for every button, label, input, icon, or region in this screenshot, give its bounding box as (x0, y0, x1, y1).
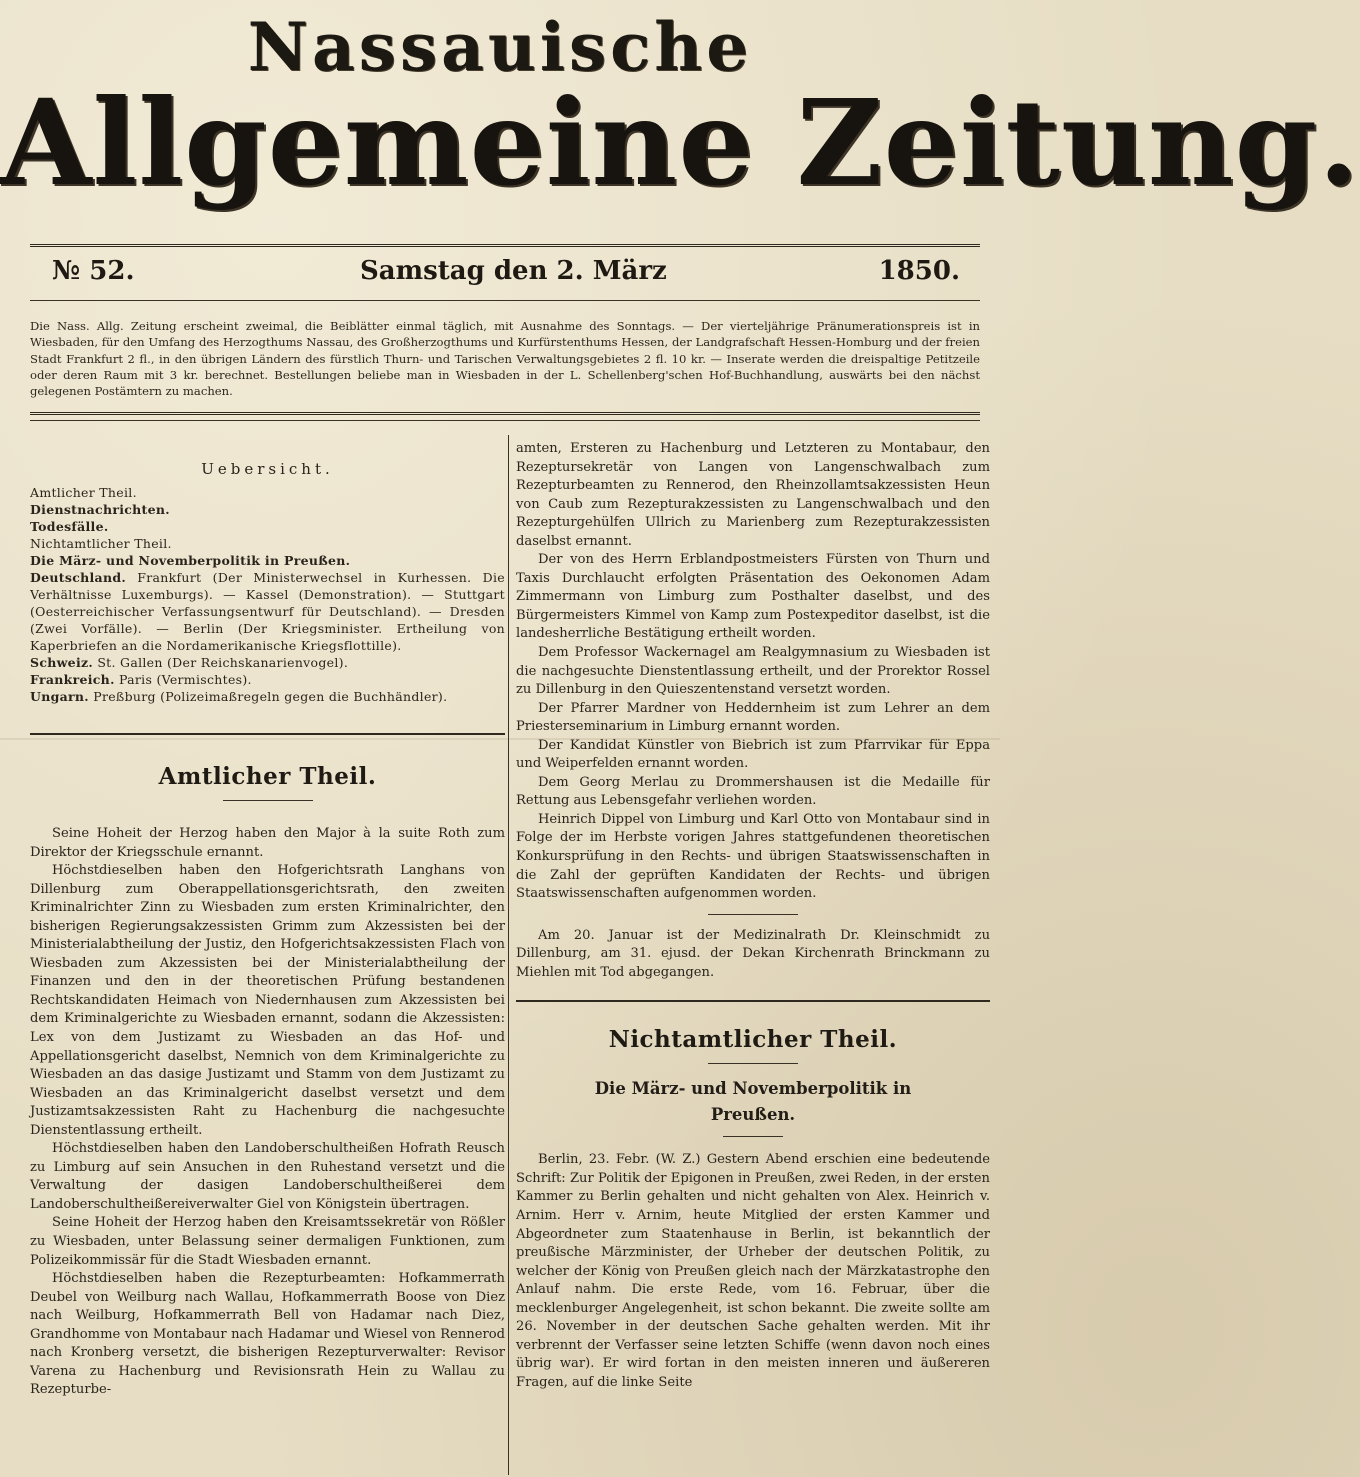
official-paragraph: Seine Hoheit der Herzog haben den Kreisamtssekretär von Rößler zu Wiesbaden, unter Belassung seiner dermaligen Funktionen, zum Polizeikommissär für die Stadt Wiesbaden ernannt. (30, 1215, 505, 1268)
official-paragraph: Seine Hoheit der Herzog haben den Major à la suite Roth zum Direktor der Kriegsschule ernannt. (30, 826, 505, 860)
overview-item: Frankreich. Paris (Vermischtes). (30, 672, 252, 687)
issue-date: Samstag den 2. März (360, 256, 667, 286)
official-continuation: Dem Georg Merlau zu Drommershausen ist die Medaille für Rettung aus Lebensgefahr verliehen worden. (516, 774, 990, 809)
overview-item: Amtlicher Theil. (30, 485, 137, 500)
dateline-rule (30, 300, 980, 301)
official-continuation: Der Pfarrer Mardner von Heddernheim ist zum Lehrer an dem Priesterseminarium in Limburg ernannt worden. (516, 700, 990, 735)
official-continuation: amten, Ersteren zu Hachenburg und Letzteren zu Montabaur, den Rezeptursekretär von Langen von Langenschwalbach zum Rezepturbeamten zu Rennerod, den Rheinzollamtsakzessisten Heun von Caub zum Rezepturakzessisten zu Langenschwalbach und den Rezepturgehülfen Ullrich zu Marienberg zum Rezepturakzessisten daselbst ernannt. (516, 441, 990, 549)
issue-year: 1850. (878, 256, 960, 286)
article-title: Die März- und Novemberpolitik in Preußen. (594, 1079, 912, 1125)
official-continuation: Der von des Herrn Erblandpostmeisters Fürsten von Thurn und Taxis Durchlaucht erfolgten Präsentation des Oekonomen Adam Zimmermann von Limburg zum Posthalter daselbst, und des Bürgermeisters Kimmel von Kamp zum Postexpeditor daselbst, ist die landesherrliche Bestätigung ertheilt worden. (516, 552, 990, 642)
left-column (30, 440, 505, 1400)
paper-fold (0, 738, 1000, 740)
subscription-notice: Die Nass. Allg. Zeitung erscheint zweimal, die Beiblätter einmal täglich, mit Ausnahme des Sonntags. — Der vierteljährige Pränumerationspreis ist in Wiesbaden, für den Umfang des Herzogthums Nassau, des Großherzogthums und Kurfürstenthums Hessen, der Landgrafschaft Hessen-Homburg und der freien Stadt Frankfurt 2 fl., in den übrigen Ländern des fürstlich Thurn- und Tarischen Verwaltungsgebietes 2 fl. 10 kr. — Inserate werden die dreispaltige Petitzeile oder deren Raum mit 3 kr. berechnet. Bestellungen beliebe man in Wiesbaden in der L. Schellenberg'schen Hof-Buchhandlung, auswärts bei den nächst gelegenen Postämtern zu machen. (30, 319, 980, 399)
death-notices: Am 20. Januar ist der Medizinalrath Dr. Kleinschmidt zu Dillenburg, am 31. ejusd. der Dekan Kirchenrath Brinckmann zu Miehlen mit Tod abgegangen. (516, 927, 990, 980)
notice-rule-thin (30, 420, 980, 421)
masthead (0, 0, 1360, 240)
official-continuation: Dem Professor Wackernagel am Realgymnasium zu Wiesbaden ist die nachgesuchte Dienstentlassung ertheilt, und der Prorektor Rossel zu Dillenburg in den Quieszentenstand versetzt worden. (516, 645, 990, 698)
masthead-title-line1: Nassauische (247, 8, 753, 86)
death-notice-rule (708, 914, 798, 915)
official-paragraph: Höchstdieselben haben den Hofgerichtsrath Langhans von Dillenburg zum Oberappellationsgerichtsrath, den zweiten Kriminalrichter Zinn zu Wiesbaden zum ersten Kriminalrichter, den bisherigen Regierungsakzessisten Grimm zum Akzessisten bei der Ministerialabtheilung der Justiz, den Hofgerichtsakzessisten Flach von Wiesbaden zum Akzessisten bei der Ministerialabtheilung der Finanzen und den in der theoretischen Prüfung bestandenen Rechtskandidaten Heimach von Niedernhausen zum Akzessisten bei dem Kriminalgerichte zu Wiesbaden ernannt, sodann die Akzessisten: Lex von dem Justizamt zu Wiesbaden an das Hof- und Appellationsgericht daselbst, Nemnich von dem Kriminalgerichte zu Wiesbaden an das dasige Justizamt und Stamm von dem Justizamt zu Wiesbaden an das Kriminalgericht daselbst versetzt und dem Justizamtsakzessisten Raht zu Hachenburg die nachgesuchte Dienstentlassung ertheilt. (30, 863, 505, 1138)
title-underline (223, 800, 313, 801)
masthead-title-line2: Allgemeine Zeitung. (0, 73, 1360, 212)
title-underline (708, 1063, 798, 1064)
overview-item: Todesfälle. (30, 519, 109, 534)
overview-item: Nichtamtlicher Theil. (30, 536, 172, 551)
official-section-title: Amtlicher Theil. (158, 763, 377, 790)
notice-rule (30, 412, 980, 415)
nonofficial-section-title: Nichtamtlicher Theil. (608, 1026, 898, 1054)
overview-item: Schweiz. St. Gallen (Der Reichskanarienvogel). (30, 655, 349, 670)
overview-item: Dienstnachrichten. (30, 502, 170, 517)
article-body: Berlin, 23. Febr. (W. Z.) Gestern Abend erschien eine bedeutende Schrift: Zur Politik der Epigonen in Preußen, zwei Reden, in der ersten Kammer zu Berlin gehalten und nicht gehalten von Alex. Heinrich v. Arnim. Herr v. Arnim, heute Mitglied der ersten Kammer und Abgeordneter zum Staatenhause in Berlin, ist bekanntlich der preußische Märzminister, der Urheber der deutschen Politik, zu welcher der König von Preußen gleich nach der Märzkatastrophe den Anlauf nahm. Die erste Rede, vom 16. Februar, über die mecklenburger Angelegenheit, ist schon bekannt. Die zweite sollte am 26. November in der deutschen Sache gehalten werden. Mit ihr verbrennt der Verfasser seine letzten Schiffe (wenn davon noch eines übrig war). Er wird fortan in den meisten inneren und äußereren Fragen, auf die linke Seite (516, 1152, 990, 1390)
official-continuation: Heinrich Dippel von Limburg und Karl Otto von Montabaur sind in Folge der im Herbste vorigen Jahres stattgefundenen theoretischen Konkursprüfung in den Rechts- und übrigen Staatswissenschaften in die Zahl der geprüften Kandidaten der Rechts- und übrigen Staatswissenschaften aufgenommen worden. (516, 811, 990, 902)
article-title-underline (723, 1136, 783, 1137)
overview-list (30, 484, 505, 705)
issue-number: № 52. (52, 256, 135, 286)
column-divider (508, 435, 509, 1475)
masthead-rule (30, 244, 980, 247)
overview-item: Deutschland. Frankfurt (Der Ministerwechsel in Kurhessen. Die Verhältnisse Luxemburgs). — Kassel (Demonstration). — Stuttgart (Oesterreichischer Verfassungsentwurf für Deutschland). — Dresden (Zwei Vorfälle). — Berlin (Der Kriegsminister. Ertheilung von Kaperbriefen an die Nordamerikanische Kriegsflottille). (30, 570, 505, 653)
official-continuation: Der Kandidat Künstler von Biebrich ist zum Pfarrvikar für Eppa und Weiperfelden ernannt worden. (516, 737, 990, 772)
right-column (516, 440, 990, 1392)
overview-item: Die März- und Novemberpolitik in Preußen. (30, 553, 351, 568)
official-paragraph: Höchstdieselben haben die Rezepturbeamten: Hofkammerrath Deubel von Weilburg nach Wallau, Hofkammerrath Boose von Diez nach Weilburg, Hofkammerrath Bell von Hadamar nach Diez, Grandhomme von Montabaur nach Hadamar und Wiesel von Rennerod nach Kronberg versetzt, die bisherigen Rezepturverwalter: Revisor Varena zu Hachenburg und Revisionsrath Hein zu Wallau zu Rezepturbe- (30, 1271, 505, 1398)
overview-title: Uebersicht. (201, 460, 334, 478)
overview-item: Ungarn. Preßburg (Polizeimaßregeln gegen die Buchhändler). (30, 689, 448, 704)
official-paragraph: Höchstdieselben haben den Landoberschultheißen Hofrath Reusch zu Limburg auf sein Ansuchen in den Ruhestand versetzt und die Verwaltung der dasigen Landoberschultheißerei dem Landoberschultheißereiverwalter Giel von Königstein übertragen. (30, 1141, 505, 1212)
dateline (30, 256, 970, 296)
